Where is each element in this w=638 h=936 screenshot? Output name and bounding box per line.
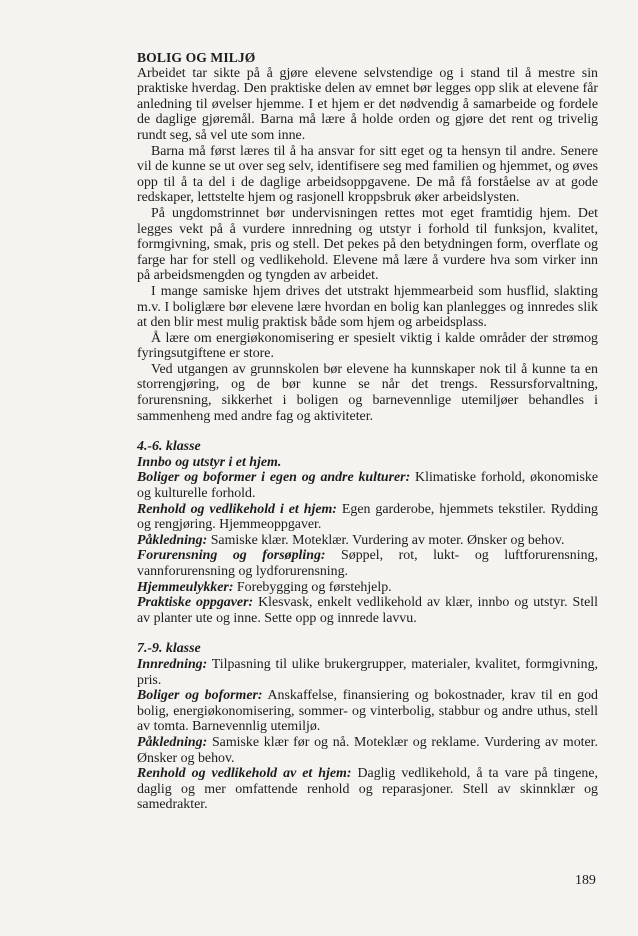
topic-term: Renhold og vedlikehold i et hjem: — [137, 501, 337, 517]
grade-heading-7-9: 7.-9. klasse — [137, 641, 201, 657]
topic-text: Egen garderobe, hjemmets tekstiler. Rydding og rengjøring. Hjemmeoppgaver. — [137, 501, 598, 533]
topic-text: Samiske klær før og nå. Moteklær og reklame. Vurdering av moter. Ønsker og behov. — [137, 734, 598, 766]
topic-term: Boliger og boformer i egen og andre kulturer: — [137, 470, 411, 486]
page-content — [137, 50, 598, 813]
topic-text: Daglig vedlikehold, å ta vare på tingene, daglig og mer omfattende renhold og reparasjoner. Stell av skinnklær og samedrakter. — [137, 766, 598, 813]
topic-text: Anskaffelse, finansiering og bokostnader, krav til en god bolig, energiøkonomisering, sommer- og vinterbolig, stabbur og andre uthus, stell av tomta. Barnevennlig utemiljø. — [137, 688, 598, 735]
intro-paragraph: Barna må først læres til å ha ansvar for sitt eget og ta hensyn til andre. Senere vil de kunne se ut over seg selv, identifisere seg med familien og hjemmet, og øves opp til å ta del i de daglige arbeidsoppgavene. De må få forståelse av at gode redskaper, lettstelte hjem og rasjonell kroppsbruk øker arbeidslysten. — [137, 143, 598, 206]
topic-item — [137, 580, 598, 596]
topic-term: Påkledning: — [137, 532, 208, 548]
topic-text: Forebygging og førstehjelp. — [233, 579, 392, 595]
topic-term: Forurensning og forsøpling: — [137, 548, 326, 564]
topic-item — [137, 735, 598, 766]
topic-item — [137, 595, 598, 626]
topic-term: Boliger og boformer: — [137, 688, 263, 704]
topic-term: Hjemmeulykker: — [137, 579, 234, 595]
topic-text: Klimatiske forhold, økonomiske og kulturelle forhold. — [137, 470, 598, 502]
topic-term: Innredning: — [137, 656, 208, 672]
topic-item — [137, 766, 598, 813]
topic-item — [137, 502, 598, 533]
topic-item — [137, 548, 598, 579]
topic-text: Søppel, rot, lukt- og luftforurensning, vannforurensning og lydforurensning. — [137, 548, 598, 579]
topic-text: Tilpasning til ulike brukergrupper, materialer, kvalitet, formgivning, pris. — [137, 656, 598, 688]
topic-term: Renhold og vedlikehold av et hjem: — [137, 766, 352, 782]
intro-paragraph: Arbeidet tar sikte på å gjøre elevene selvstendige og i stand til å mestre sin praktiske hverdag. Den praktiske delen av emnet bør legges opp slik at elevene får anledning til øvelser hjemme. I et hjem er det nødvendig å samarbeide og fordele de daglige gjøremål. Barna må lære å holde orden og gjøre det rent og trivelig rundt seg, så vel ute som inne. — [137, 65, 598, 143]
section-heading: BOLIG OG MILJØ — [137, 50, 256, 65]
page-number: 189 — [575, 873, 596, 888]
intro-paragraph: I mange samiske hjem drives det utstrakt hjemmearbeid som husflid, slakting m.v. I boliglære bør elevene lære hvordan en bolig kan planlegges og innredes slik at den blir mest mulig praktisk både som hjem og arbeidsplass. — [137, 283, 598, 331]
topic-text: Klesvask, enkelt vedlikehold av klær, innbo og utstyr. Stell av planter ute og inne. Sette opp og innrede lavvu. — [137, 595, 599, 626]
intro-paragraph: På ungdomstrinnet bør undervisningen rettes mot eget framtidig hjem. Det legges vekt på å vurdere innredning og utstyr i forhold til funksjon, kvalitet, formgivning, smak, pris og stell. Det pekes på den betydningen form, overflate og farge har for stell og vedlikehold. Elevene må lære å vurdere hva som virker inn på arbeidsmengden og tyngden av arbeidet. — [137, 205, 598, 284]
grade-heading-4-6: 4.-6. klasse — [137, 439, 201, 455]
topic-item — [137, 533, 598, 549]
topic-item — [137, 688, 598, 735]
intro-paragraph: Ved utgangen av grunnskolen bør elevene ha kunnskaper nok til å kunne ta en storrengjøring, og de bør kunne se når det trengs. Ressursforvaltning, forurensning, sikkerhet i boligen og barnevennlige utemiljøer behandles i sammenheng med andre fag og aktiviteter. — [137, 361, 598, 424]
intro-paragraph: Å lære om energiøkonomisering er spesielt viktig i kalde områder der strømog fyringsutgiftene er store. — [137, 330, 598, 362]
topic-term: Påkledning: — [137, 734, 208, 750]
topic-text: Samiske klær. Moteklær. Vurdering av moter. Ønsker og behov. — [207, 532, 565, 548]
topic-item — [137, 470, 598, 501]
topic-term: Praktiske oppgaver: — [137, 595, 254, 611]
topic-item — [137, 657, 598, 688]
grade-subheading: Innbo og utstyr i et hjem. — [137, 454, 282, 470]
